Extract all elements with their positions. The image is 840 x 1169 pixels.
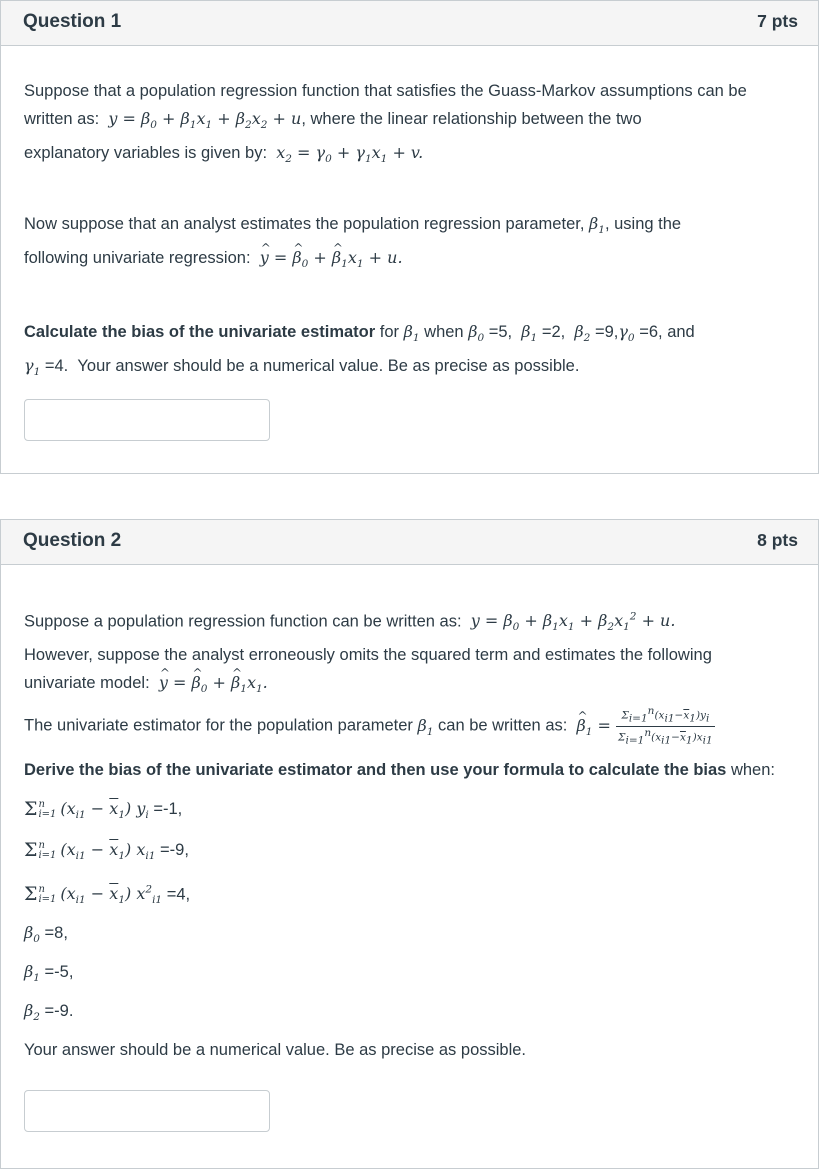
q2-given-beta0: $\beta_0 =8$, xyxy=(24,923,68,946)
q2-estimator-formula: ^ $\beta_1$ = $\frac{\Sigma_{i=1}^n(x_{i1}-\overline{x}_1)y_i}{\Sigma_{i=1}^n(x_{i1}-\overline{x}_1)x_{i1}}$ xyxy=(577,716,715,735)
question-2-intro xyxy=(24,604,809,703)
question-1-prompt xyxy=(24,318,809,386)
q1-intro-line1: Suppose that a population regression function that satisfies the Guass-Markov assumptions can be xyxy=(24,82,747,100)
question-1-points: 7 pts xyxy=(757,11,798,31)
question-2-instruction: Your answer should be a numerical value. Be as precise as possible. xyxy=(24,1041,527,1059)
q1-population-equation: $y = \beta_0 + \beta_1x_1 + \beta_2x_2 + u$ xyxy=(108,109,302,132)
question-1-header xyxy=(1,1,818,46)
q2-given-sum1: Σ n i=1 $(x_{i1} - \overline{x}_1)$ $y_i =-1$, xyxy=(24,798,183,822)
question-2-estimator: The univariate estimator for the population parameter $\beta_1$ can be written as: ^ $\beta_1$ = $\frac{\Sigma_{i=1}^n(x_{i1}-\overline{x}_1)y_i}{\Sigma_{i=1}^n(x_{i1}-\overline{x}_1)x_{i1}}$ xyxy=(24,705,809,747)
question-2-header xyxy=(1,520,818,565)
question-2-title: Question 2 xyxy=(23,530,122,551)
q2-intro-line3: univariate model: ^ y = ^ $\beta_0$ + ^ $\beta_1x_1$. xyxy=(24,669,809,703)
question-1-intro xyxy=(24,78,809,173)
q1-univariate-equation: ^ y = ^ $\beta_0$ + ^ $\beta_1x_1 + u$. xyxy=(260,248,403,267)
q2-given-sum2: Σ n i=1 $(x_{i1} - \overline{x}_1)$ $x_{i1} =-9$, xyxy=(24,839,189,863)
question-2-prompt: Derive the bias of the univariate estimator and then use your formula to calculate the bias when: xyxy=(24,761,775,779)
question-1-setup xyxy=(24,210,809,278)
question-1-answer-input[interactable] xyxy=(24,399,270,441)
q1-intro-line3: explanatory variables is given by: $x_2 = \gamma_0 + \gamma_1x_1 + v$. xyxy=(24,143,424,166)
q1-auxiliary-equation: $x_2 = \gamma_0 + \gamma_1x_1 + v$. xyxy=(276,143,424,166)
question-1-title: Question 1 xyxy=(23,11,122,32)
question-1-card xyxy=(0,0,819,474)
q1-prompt-line1: Calculate the bias of the univariate estimator for $\beta_1$ when $\beta_0 =5$, $\beta_1 =2$, $\beta_2 =9,\gamma_0 =6$, and xyxy=(24,322,695,345)
question-2-points: 8 pts xyxy=(757,530,798,550)
q1-setup-line1: Now suppose that an analyst estimates the population regression parameter, $\beta_1$, using the xyxy=(24,214,682,237)
q2-intro-line2: However, suppose the analyst erroneously omits the squared term and estimates the following xyxy=(24,645,712,664)
q1-prompt-line2: $\gamma_1 =4$. Your answer should be a numerical value. Be as precise as possible. xyxy=(24,356,580,379)
q1-intro-line2: written as: $y = \beta_0 + \beta_1x_1 + \beta_2x_2 + u$, where the linear relationship between the two xyxy=(24,109,642,132)
q2-given-sum3: Σ n i=1 $(x_{i1} - \overline{x}_1)$ $x^2_{i1} =4$, xyxy=(24,883,191,907)
q2-given-beta2: $\beta_2 =-9$. xyxy=(24,1001,74,1024)
q2-univariate-equation: ^ y = ^ $\beta_0$ + ^ $\beta_1x_1$. xyxy=(159,673,268,692)
question-2-answer-input[interactable] xyxy=(24,1090,270,1132)
q2-given-beta1: $\beta_1 =-5$, xyxy=(24,962,74,985)
question-2-card xyxy=(0,519,819,1169)
q1-setup-line2: following univariate regression: ^ y = ^ $\beta_0$ + ^ $\beta_1x_1 + u$. xyxy=(24,244,809,278)
q2-population-equation: $y = \beta_0 + \beta_1x_1 + \beta_2x_1^2 + u$. xyxy=(470,611,676,634)
q2-intro-line1: Suppose a population regression function can be written as: $y = \beta_0 + \beta_1x_1 + \beta_2x_1^2 + u$. xyxy=(24,611,676,634)
